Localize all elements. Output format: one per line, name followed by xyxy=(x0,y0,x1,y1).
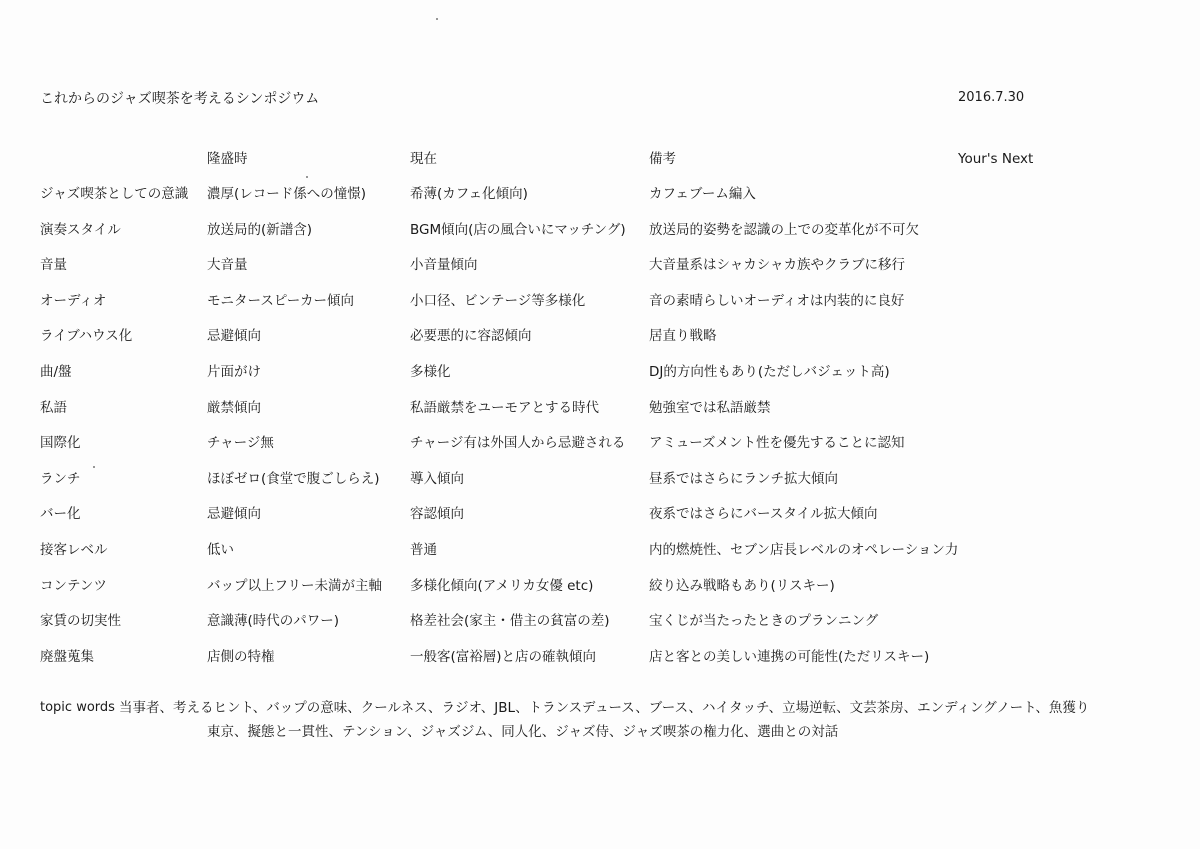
cell-present: 希薄(カフェ化傾向) xyxy=(410,186,528,202)
topic-words-line-1: 当事者、考えるヒント、バップの意味、クールネス、ラジオ、JBL、トランスデュース、ブース、ハイタッチ、立場逆転、文芸茶房、エンディングノート、魚獲り xyxy=(119,700,1090,716)
scan-speck xyxy=(93,466,95,468)
cell-peak-era: 大音量 xyxy=(207,257,248,274)
cell-present: 小口径、ビンテージ等多様化 xyxy=(410,292,586,309)
cell-row-label: オーディオ xyxy=(40,292,107,309)
cell-row-label: ランチ xyxy=(40,470,81,487)
document-title: これからのジャズ喫茶を考えるシンポジウム xyxy=(40,91,320,107)
cell-present: 多様化 xyxy=(410,364,451,380)
cell-row-label: 廃盤蒐集 xyxy=(40,648,94,665)
cell-remarks: アミューズメント性を優先することに認知 xyxy=(649,435,905,452)
cell-remarks: 居直り戦略 xyxy=(649,328,717,345)
header-remarks: 備考 xyxy=(649,151,676,167)
cell-present: 必要悪的に容認傾向 xyxy=(410,328,532,345)
cell-row-label: ジャズ喫茶としての意識 xyxy=(40,186,189,202)
cell-peak-era: 厳禁傾向 xyxy=(207,399,261,416)
document-date: 2016.7.30 xyxy=(958,90,1025,105)
header-present: 現在 xyxy=(410,151,437,167)
cell-present: チャージ有は外国人から忌避される xyxy=(410,435,626,452)
cell-remarks: 内的燃焼性、セブン店長レベルのオペレーション力 xyxy=(649,542,959,558)
cell-present: 一般客(富裕層)と店の確執傾向 xyxy=(410,648,597,665)
cell-peak-era: 片面がけ xyxy=(207,364,261,380)
cell-remarks: 放送局的姿勢を認識の上での変革化が不可欠 xyxy=(649,221,919,238)
cell-row-label: 家賃の切実性 xyxy=(40,613,121,630)
cell-row-label: ライブハウス化 xyxy=(40,328,133,345)
cell-present: 私語厳禁をユーモアとする時代 xyxy=(410,399,599,416)
cell-remarks: 昼系ではさらにランチ拡大傾向 xyxy=(649,470,838,487)
cell-peak-era: ほぼゼロ(食堂で腹ごしらえ) xyxy=(207,470,380,487)
cell-present: 普通 xyxy=(410,542,437,558)
cell-peak-era: モニタースピーカー傾向 xyxy=(207,292,355,309)
topic-words-line-2: 東京、擬態と一貫性、テンション、ジャズジム、同人化、ジャズ侍、ジャズ喫茶の権力化、選曲との対話 xyxy=(207,724,839,740)
cell-peak-era: 意識薄(時代のパワー) xyxy=(207,613,340,630)
cell-remarks: 大音量系はシャカシャカ族やクラブに移行 xyxy=(649,257,905,274)
cell-remarks: 夜系ではさらにバースタイル拡大傾向 xyxy=(649,506,878,523)
cell-remarks: 勉強室では私語厳禁 xyxy=(649,399,771,416)
cell-present: BGM傾向(店の風合いにマッチング) xyxy=(410,221,626,238)
cell-row-label: 曲/盤 xyxy=(40,364,72,380)
cell-peak-era: チャージ無 xyxy=(207,435,274,452)
cell-row-label: 接客レベル xyxy=(40,542,108,558)
topic-words-label: topic words xyxy=(40,700,115,715)
cell-remarks: 音の素晴らしいオーディオは内装的に良好 xyxy=(649,292,905,309)
cell-remarks: 宝くじが当たったときのプランニング xyxy=(649,613,879,630)
cell-present: 導入傾向 xyxy=(410,470,464,487)
cell-peak-era: 濃厚(レコード係への憧憬) xyxy=(207,186,367,202)
cell-remarks: DJ的方向性もあり(ただしバジェット高) xyxy=(649,364,890,380)
cell-present: 容認傾向 xyxy=(410,506,464,523)
cell-present: 格差社会(家主・借主の貧富の差) xyxy=(410,613,610,630)
cell-remarks: 絞り込み戦略もあり(リスキー) xyxy=(649,577,835,594)
cell-row-label: コンテンツ xyxy=(40,577,107,594)
cell-peak-era: 放送局的(新譜含) xyxy=(207,221,313,238)
cell-peak-era: バップ以上フリー未満が主軸 xyxy=(207,577,382,594)
cell-peak-era: 低い xyxy=(207,542,234,558)
cell-row-label: 演奏スタイル xyxy=(40,221,121,238)
header-yours-next: Your's Next xyxy=(958,151,1034,167)
cell-row-label: 私語 xyxy=(40,399,67,416)
cell-peak-era: 店側の特権 xyxy=(207,648,275,665)
cell-remarks: カフェブーム編入 xyxy=(649,186,756,202)
header-peak-era: 隆盛時 xyxy=(207,151,248,167)
scan-speck xyxy=(306,176,308,178)
scan-speck xyxy=(436,18,438,20)
cell-row-label: バー化 xyxy=(40,506,81,523)
cell-row-label: 音量 xyxy=(40,257,67,274)
cell-row-label: 国際化 xyxy=(40,435,81,452)
cell-peak-era: 忌避傾向 xyxy=(207,328,261,345)
cell-present: 小音量傾向 xyxy=(410,257,478,274)
cell-peak-era: 忌避傾向 xyxy=(207,506,261,523)
cell-present: 多様化傾向(アメリカ女優 etc) xyxy=(410,577,594,594)
cell-remarks: 店と客との美しい連携の可能性(ただリスキー) xyxy=(649,648,930,665)
